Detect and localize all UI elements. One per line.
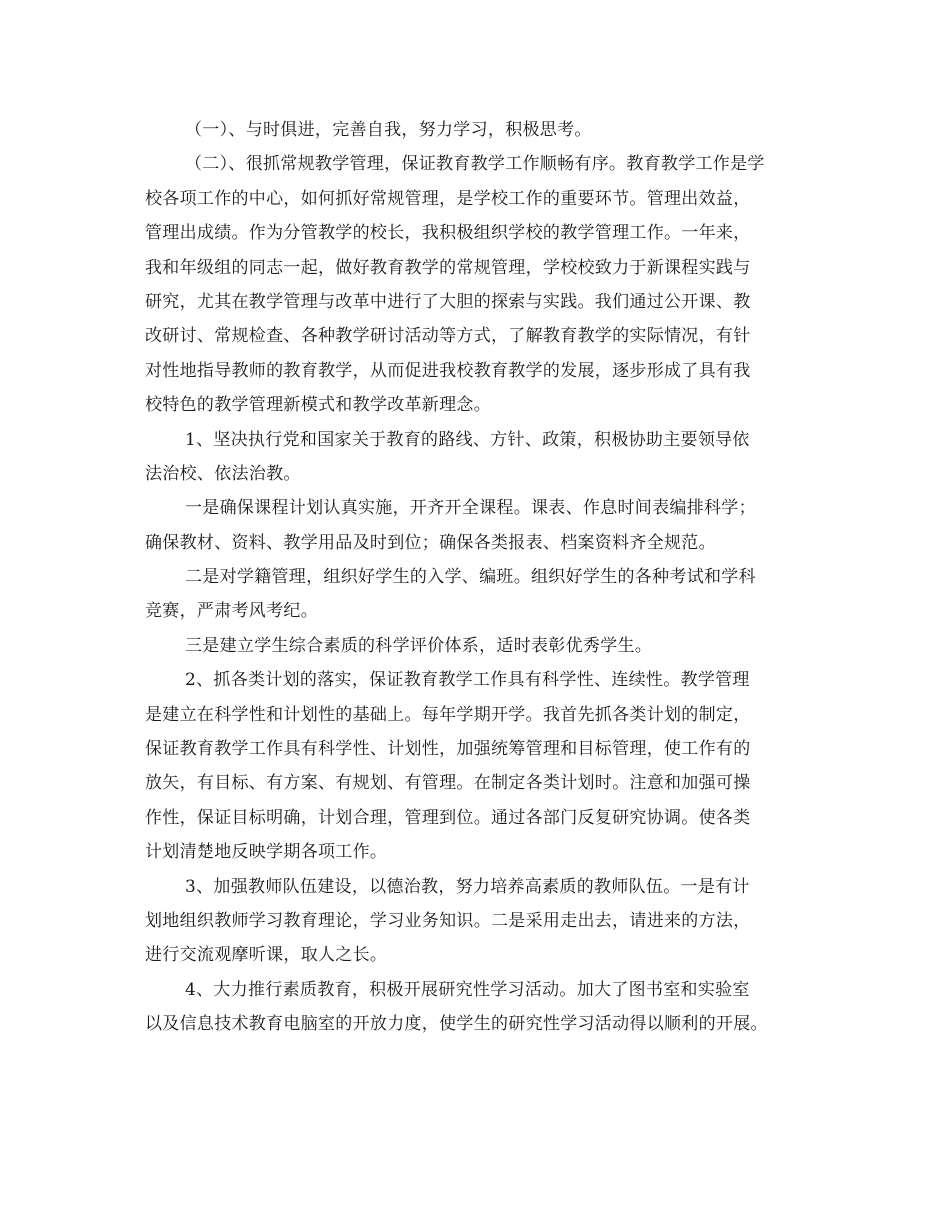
text-line: 校特色的教学管理新模式和教学改革新理念。	[145, 395, 491, 416]
text-line: 校各项工作的中心，如何抓好常规管理，是学校工作的重要环节。管理出效益，	[145, 188, 751, 209]
paragraph-section-one	[145, 113, 825, 147]
text-line: 以及信息技术教育电脑室的开放力度，使学生的研究性学习活动得以顺利的开展。	[145, 1014, 768, 1035]
text-line: 划地组织教师学习教育理论，学习业务知识。二是采用走出去，请进来的方法，	[145, 910, 751, 931]
text-line: 竞赛，严肃考风考纪。	[145, 601, 318, 622]
text-line: 4、大力推行素质教育，积极开展研究性学习活动。加大了图书室和实验室	[185, 979, 750, 1000]
text-line: 进行交流观摩听课，取人之长。	[145, 945, 388, 966]
text-line: 作性，保证目标明确，计划合理，管理到位。通过各部门反复研究协调。使各类	[145, 807, 751, 828]
text-line: 对性地指导教师的教育教学，从而促进我校教育教学的发展，逐步形成了具有我	[145, 360, 751, 381]
text-line: （二）、很抓常规教学管理，保证教育教学工作顺畅有序。教育教学工作是学	[185, 154, 765, 175]
text-line: 是建立在科学性和计划性的基础上。每年学期开学。我首先抓各类计划的制定，	[145, 704, 751, 725]
text-line: 法治校、依法治教。	[145, 463, 301, 484]
document-body	[145, 113, 825, 1042]
paragraph-point-one	[145, 491, 825, 560]
text-line: 管理出成绩。作为分管教学的校长，我积极组织学校的教学管理工作。一年来，	[145, 223, 751, 244]
text-line: 我和年级组的同志一起，做好教育教学的常规管理，学校校致力于新课程实践与	[145, 257, 751, 278]
paragraph-point-two	[145, 560, 825, 629]
text-line: （一）、与时俱进，完善自我，努力学习，积极思考。	[185, 120, 592, 140]
text-line: 2、抓各类计划的落实，保证教育教学工作具有科学性、连续性。教学管理	[185, 670, 750, 691]
paragraph-item-2	[145, 663, 825, 869]
text-line: 计划清楚地反映学期各项工作。	[145, 842, 388, 863]
text-line: 二是对学籍管理，组织好学生的入学、编班。组织好学生的各种考试和学科	[185, 567, 756, 588]
text-line: 三是建立学生综合素质的科学评价体系，适时表彰优秀学生。	[185, 635, 653, 656]
text-line: 1、坚决执行党和国家关于教育的路线、方针、政策，积极协助主要领导依	[185, 429, 750, 450]
paragraph-point-three	[145, 629, 825, 663]
paragraph-section-two	[145, 147, 825, 422]
text-line: 研究，尤其在教学管理与改革中进行了大胆的探索与实践。我们通过公开课、教	[145, 291, 751, 312]
text-line: 确保教材、资料、教学用品及时到位；确保各类报表、档案资料齐全规范。	[145, 532, 716, 553]
paragraph-item-3	[145, 870, 825, 973]
text-line: 放矢，有目标、有方案、有规划、有管理。在制定各类计划时。注意和加强可操	[145, 773, 751, 794]
paragraph-item-1	[145, 423, 825, 492]
text-line: 一是确保课程计划认真实施，开齐开全课程。课表、作息时间表编排科学；	[185, 498, 756, 519]
paragraph-item-4	[145, 973, 825, 1042]
text-line: 保证教育教学工作具有科学性、计划性，加强统筹管理和目标管理，使工作有的	[145, 739, 751, 760]
text-line: 改研讨、常规检查、各种教学研讨活动等方式，了解教育教学的实际情况，有针	[145, 326, 751, 347]
text-line: 3、加强教师队伍建设，以德治教，努力培养高素质的教师队伍。一是有计	[185, 876, 750, 897]
